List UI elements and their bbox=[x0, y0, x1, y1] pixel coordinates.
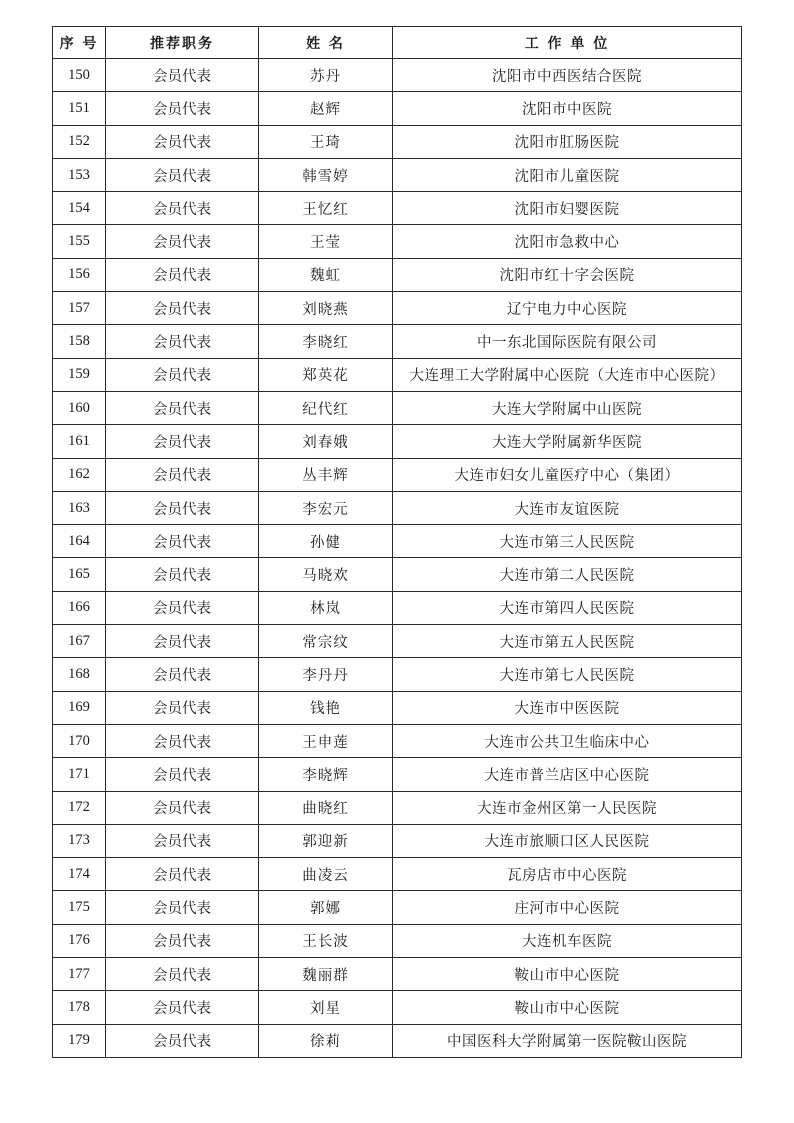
cell-name: 郑英花 bbox=[259, 358, 393, 391]
cell-role: 会员代表 bbox=[106, 292, 259, 325]
cell-seq: 166 bbox=[53, 591, 106, 624]
table-row bbox=[53, 724, 742, 757]
roster-page bbox=[52, 26, 741, 1058]
cell-seq: 153 bbox=[53, 158, 106, 191]
table-row bbox=[53, 458, 742, 491]
cell-role: 会员代表 bbox=[106, 192, 259, 225]
cell-seq: 152 bbox=[53, 125, 106, 158]
table-row bbox=[53, 358, 742, 391]
cell-role: 会员代表 bbox=[106, 158, 259, 191]
cell-role: 会员代表 bbox=[106, 758, 259, 791]
cell-unit: 沈阳市儿童医院 bbox=[393, 158, 742, 191]
table-row bbox=[53, 92, 742, 125]
cell-unit: 大连理工大学附属中心医院（大连市中心医院） bbox=[393, 358, 742, 391]
cell-unit: 大连市第二人民医院 bbox=[393, 558, 742, 591]
cell-name: 郭迎新 bbox=[259, 824, 393, 857]
cell-name: 魏丽群 bbox=[259, 958, 393, 991]
cell-seq: 175 bbox=[53, 891, 106, 924]
member-roster-table bbox=[52, 26, 742, 1058]
cell-role: 会员代表 bbox=[106, 591, 259, 624]
cell-seq: 173 bbox=[53, 824, 106, 857]
cell-role: 会员代表 bbox=[106, 958, 259, 991]
cell-name: 刘春娥 bbox=[259, 425, 393, 458]
table-row bbox=[53, 258, 742, 291]
cell-role: 会员代表 bbox=[106, 791, 259, 824]
cell-seq: 160 bbox=[53, 391, 106, 424]
cell-seq: 154 bbox=[53, 192, 106, 225]
cell-seq: 164 bbox=[53, 525, 106, 558]
cell-seq: 177 bbox=[53, 958, 106, 991]
cell-role: 会员代表 bbox=[106, 558, 259, 591]
header-unit: 工 作 单 位 bbox=[393, 27, 742, 59]
cell-unit: 大连市普兰店区中心医院 bbox=[393, 758, 742, 791]
cell-unit: 大连市旅顺口区人民医院 bbox=[393, 824, 742, 857]
cell-unit: 鞍山市中心医院 bbox=[393, 958, 742, 991]
cell-role: 会员代表 bbox=[106, 391, 259, 424]
table-row bbox=[53, 125, 742, 158]
cell-seq: 172 bbox=[53, 791, 106, 824]
cell-name: 王忆红 bbox=[259, 192, 393, 225]
cell-role: 会员代表 bbox=[106, 458, 259, 491]
table-row bbox=[53, 824, 742, 857]
cell-role: 会员代表 bbox=[106, 625, 259, 658]
cell-role: 会员代表 bbox=[106, 824, 259, 857]
table-body bbox=[53, 59, 742, 1058]
cell-seq: 159 bbox=[53, 358, 106, 391]
cell-name: 钱艳 bbox=[259, 691, 393, 724]
cell-unit: 沈阳市中西医结合医院 bbox=[393, 59, 742, 92]
cell-unit: 沈阳市肛肠医院 bbox=[393, 125, 742, 158]
cell-role: 会员代表 bbox=[106, 658, 259, 691]
cell-name: 孙健 bbox=[259, 525, 393, 558]
cell-seq: 150 bbox=[53, 59, 106, 92]
table-row bbox=[53, 658, 742, 691]
cell-seq: 156 bbox=[53, 258, 106, 291]
cell-unit: 沈阳市红十字会医院 bbox=[393, 258, 742, 291]
cell-role: 会员代表 bbox=[106, 59, 259, 92]
cell-unit: 辽宁电力中心医院 bbox=[393, 292, 742, 325]
table-row bbox=[53, 758, 742, 791]
cell-name: 李丹丹 bbox=[259, 658, 393, 691]
table-row bbox=[53, 192, 742, 225]
table-row bbox=[53, 59, 742, 92]
cell-name: 王申莲 bbox=[259, 724, 393, 757]
cell-seq: 162 bbox=[53, 458, 106, 491]
cell-role: 会员代表 bbox=[106, 92, 259, 125]
cell-unit: 大连市第四人民医院 bbox=[393, 591, 742, 624]
cell-role: 会员代表 bbox=[106, 258, 259, 291]
table-row bbox=[53, 225, 742, 258]
cell-unit: 大连市公共卫生临床中心 bbox=[393, 724, 742, 757]
cell-seq: 158 bbox=[53, 325, 106, 358]
cell-unit: 大连市第三人民医院 bbox=[393, 525, 742, 558]
cell-name: 马晓欢 bbox=[259, 558, 393, 591]
cell-name: 纪代红 bbox=[259, 391, 393, 424]
table-row bbox=[53, 791, 742, 824]
cell-seq: 170 bbox=[53, 724, 106, 757]
header-role: 推荐职务 bbox=[106, 27, 259, 59]
cell-name: 曲晓红 bbox=[259, 791, 393, 824]
table-row bbox=[53, 625, 742, 658]
cell-role: 会员代表 bbox=[106, 358, 259, 391]
cell-seq: 174 bbox=[53, 858, 106, 891]
table-row bbox=[53, 391, 742, 424]
cell-unit: 大连大学附属中山医院 bbox=[393, 391, 742, 424]
cell-role: 会员代表 bbox=[106, 525, 259, 558]
cell-seq: 171 bbox=[53, 758, 106, 791]
table-row bbox=[53, 991, 742, 1024]
cell-seq: 176 bbox=[53, 924, 106, 957]
table-row bbox=[53, 691, 742, 724]
cell-seq: 161 bbox=[53, 425, 106, 458]
cell-seq: 151 bbox=[53, 92, 106, 125]
cell-seq: 169 bbox=[53, 691, 106, 724]
cell-role: 会员代表 bbox=[106, 924, 259, 957]
table-row bbox=[53, 292, 742, 325]
cell-seq: 167 bbox=[53, 625, 106, 658]
cell-name: 李宏元 bbox=[259, 491, 393, 524]
table-row bbox=[53, 425, 742, 458]
cell-name: 魏虹 bbox=[259, 258, 393, 291]
cell-unit: 中国医科大学附属第一医院鞍山医院 bbox=[393, 1024, 742, 1057]
cell-name: 王长波 bbox=[259, 924, 393, 957]
cell-name: 常宗纹 bbox=[259, 625, 393, 658]
cell-seq: 157 bbox=[53, 292, 106, 325]
cell-role: 会员代表 bbox=[106, 691, 259, 724]
table-row bbox=[53, 491, 742, 524]
table-row bbox=[53, 558, 742, 591]
cell-seq: 165 bbox=[53, 558, 106, 591]
table-header-row bbox=[53, 27, 742, 59]
cell-seq: 163 bbox=[53, 491, 106, 524]
cell-seq: 168 bbox=[53, 658, 106, 691]
cell-unit: 沈阳市中医院 bbox=[393, 92, 742, 125]
cell-role: 会员代表 bbox=[106, 858, 259, 891]
cell-role: 会员代表 bbox=[106, 891, 259, 924]
cell-seq: 179 bbox=[53, 1024, 106, 1057]
table-row bbox=[53, 325, 742, 358]
cell-unit: 庄河市中心医院 bbox=[393, 891, 742, 924]
cell-role: 会员代表 bbox=[106, 991, 259, 1024]
cell-unit: 大连市友谊医院 bbox=[393, 491, 742, 524]
cell-unit: 大连机车医院 bbox=[393, 924, 742, 957]
cell-name: 郭娜 bbox=[259, 891, 393, 924]
cell-role: 会员代表 bbox=[106, 724, 259, 757]
cell-name: 韩雪婷 bbox=[259, 158, 393, 191]
table-row bbox=[53, 891, 742, 924]
cell-seq: 155 bbox=[53, 225, 106, 258]
cell-unit: 大连市第七人民医院 bbox=[393, 658, 742, 691]
cell-unit: 瓦房店市中心医院 bbox=[393, 858, 742, 891]
cell-unit: 大连市第五人民医院 bbox=[393, 625, 742, 658]
cell-name: 林岚 bbox=[259, 591, 393, 624]
cell-unit: 大连大学附属新华医院 bbox=[393, 425, 742, 458]
cell-role: 会员代表 bbox=[106, 491, 259, 524]
cell-role: 会员代表 bbox=[106, 125, 259, 158]
cell-name: 刘晓燕 bbox=[259, 292, 393, 325]
cell-unit: 中一东北国际医院有限公司 bbox=[393, 325, 742, 358]
cell-unit: 沈阳市妇婴医院 bbox=[393, 192, 742, 225]
cell-seq: 178 bbox=[53, 991, 106, 1024]
cell-unit: 沈阳市急救中心 bbox=[393, 225, 742, 258]
cell-unit: 鞍山市中心医院 bbox=[393, 991, 742, 1024]
header-name: 姓 名 bbox=[259, 27, 393, 59]
cell-name: 徐莉 bbox=[259, 1024, 393, 1057]
cell-name: 赵辉 bbox=[259, 92, 393, 125]
cell-name: 李晓辉 bbox=[259, 758, 393, 791]
table-row bbox=[53, 525, 742, 558]
cell-name: 李晓红 bbox=[259, 325, 393, 358]
table-row bbox=[53, 924, 742, 957]
cell-unit: 大连市妇女儿童医疗中心（集团） bbox=[393, 458, 742, 491]
table-row bbox=[53, 958, 742, 991]
table-row bbox=[53, 591, 742, 624]
table-row bbox=[53, 1024, 742, 1057]
cell-name: 苏丹 bbox=[259, 59, 393, 92]
cell-name: 刘星 bbox=[259, 991, 393, 1024]
cell-name: 王琦 bbox=[259, 125, 393, 158]
cell-name: 王莹 bbox=[259, 225, 393, 258]
cell-name: 丛丰辉 bbox=[259, 458, 393, 491]
cell-name: 曲凌云 bbox=[259, 858, 393, 891]
cell-role: 会员代表 bbox=[106, 425, 259, 458]
header-seq: 序 号 bbox=[53, 27, 106, 59]
cell-unit: 大连市中医医院 bbox=[393, 691, 742, 724]
cell-unit: 大连市金州区第一人民医院 bbox=[393, 791, 742, 824]
table-row bbox=[53, 858, 742, 891]
cell-role: 会员代表 bbox=[106, 1024, 259, 1057]
cell-role: 会员代表 bbox=[106, 325, 259, 358]
table-row bbox=[53, 158, 742, 191]
cell-role: 会员代表 bbox=[106, 225, 259, 258]
